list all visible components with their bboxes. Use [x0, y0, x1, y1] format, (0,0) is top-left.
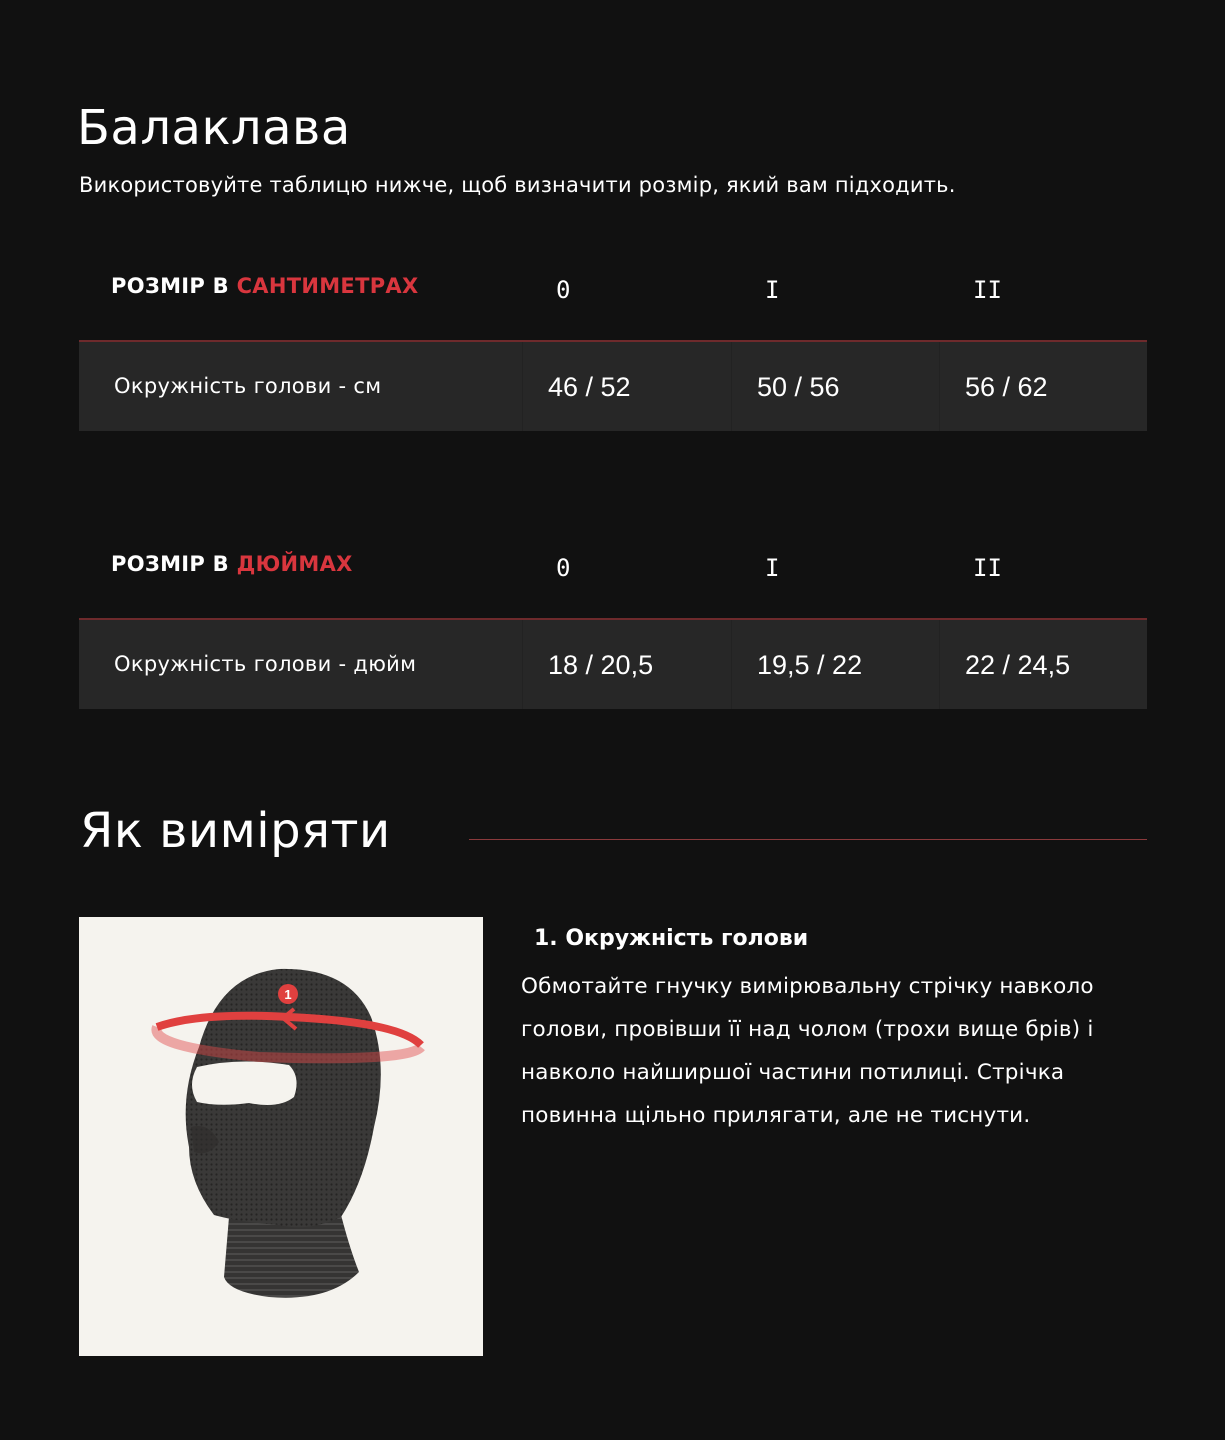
- svg-text:1: 1: [284, 987, 292, 1002]
- size-column-0: 0: [556, 276, 571, 304]
- size-column-1: I: [765, 276, 780, 304]
- value-cell: 46 / 52: [522, 342, 730, 431]
- balaclava-illustration-icon: [79, 917, 483, 1356]
- size-table-cm: [79, 250, 1147, 431]
- value-cell: 19,5 / 22: [731, 620, 939, 709]
- value-cell: 50 / 56: [731, 342, 939, 431]
- size-column-2: II: [973, 276, 1002, 304]
- page-title: Балаклава: [77, 100, 351, 156]
- table-header-label: [111, 552, 353, 576]
- balaclava-measure-figure: [79, 917, 483, 1356]
- table-header: [79, 528, 1147, 620]
- table-header: [79, 250, 1147, 342]
- size-table-inch: [79, 528, 1147, 709]
- value-cell: 22 / 24,5: [939, 620, 1147, 709]
- section-divider: [469, 839, 1147, 840]
- size-column-0: 0: [556, 554, 571, 582]
- value-cell: 18 / 20,5: [522, 620, 730, 709]
- label-prefix: РОЗМІР В: [111, 274, 237, 298]
- page-subtitle: Використовуйте таблицю нижче, щоб визначити розмір, який вам підходить.: [79, 173, 956, 197]
- label-unit: ДЮЙМАХ: [236, 552, 353, 576]
- size-column-1: I: [765, 554, 780, 582]
- row-label: Окружність голови - см: [114, 374, 382, 398]
- label-unit: САНТИМЕТРАХ: [236, 274, 419, 298]
- size-column-2: II: [973, 554, 1002, 582]
- section-title: Як виміряти: [80, 803, 391, 859]
- row-label: Окружність голови - дюйм: [114, 652, 417, 676]
- step-title: 1. Окружність голови: [534, 926, 809, 951]
- step-description: Обмотайте гнучку вимірювальну стрічку навколо голови, провівши її над чолом (трохи вище брів) і навколо найширшої частини потилиці. Стрічка повинна щільно прилягати, але не тиснути.: [521, 974, 1094, 1128]
- label-prefix: РОЗМІР В: [111, 552, 237, 576]
- table-row: [79, 620, 1147, 709]
- table-header-label: [111, 274, 418, 298]
- value-cell: 56 / 62: [939, 342, 1147, 431]
- table-row: [79, 342, 1147, 431]
